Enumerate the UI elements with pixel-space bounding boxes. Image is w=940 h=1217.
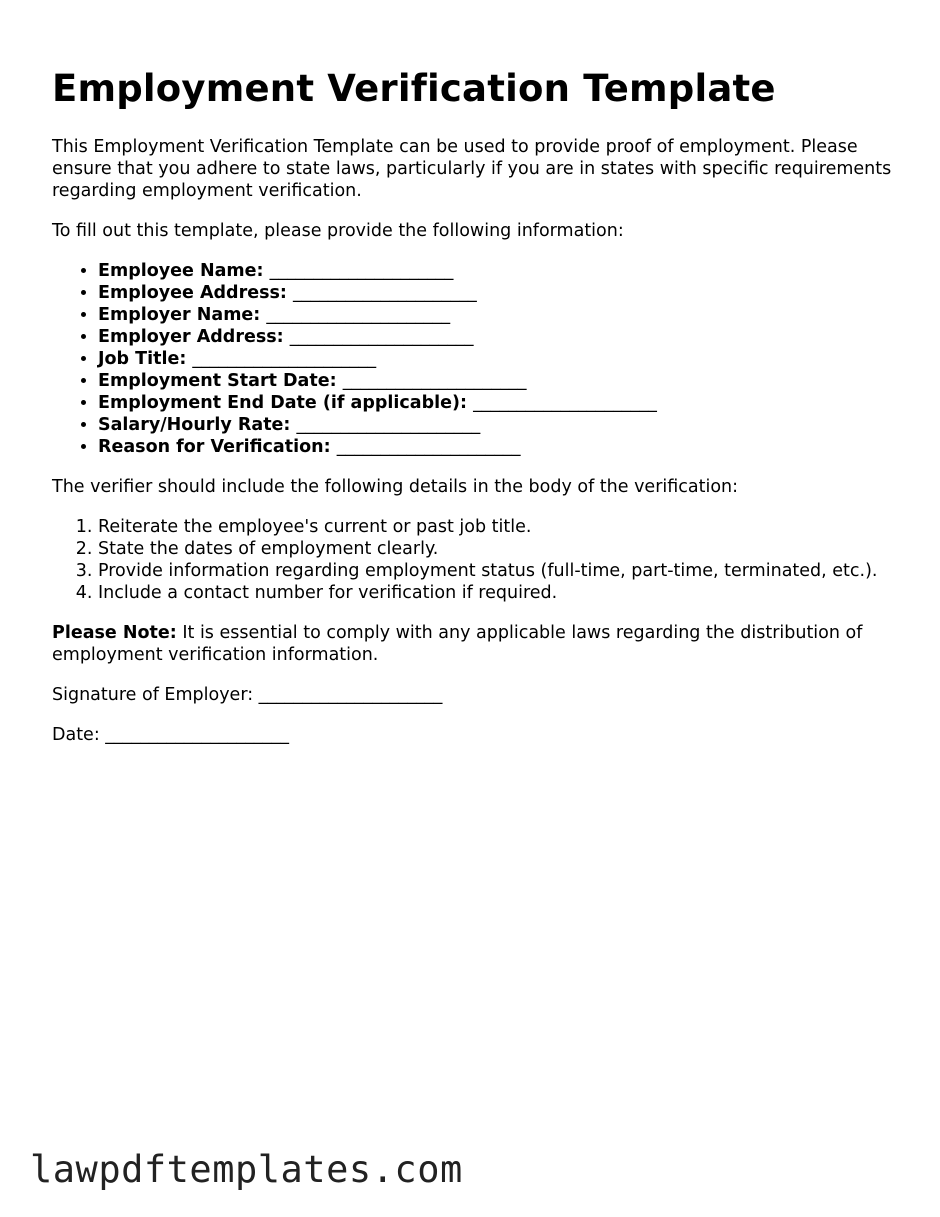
- field-blank-line: _____________________: [289, 327, 474, 347]
- field-label: Employee Name:: [98, 261, 264, 281]
- signature-blank-line: _____________________: [258, 685, 443, 705]
- note-paragraph: [52, 622, 892, 666]
- field-blank-line: _____________________: [473, 393, 657, 413]
- watermark-logo-text: lawpdftemplates.com: [30, 1148, 463, 1191]
- instructions-paragraph: To fill out this template, please provide the following information:: [52, 221, 624, 241]
- field-item: [98, 348, 892, 370]
- document: [52, 66, 892, 764]
- date-line: [52, 724, 892, 746]
- field-label: Employment Start Date:: [98, 371, 337, 391]
- verifier-steps-list: [52, 516, 892, 604]
- date-label: Date:: [52, 725, 106, 745]
- field-blank-line: _____________________: [192, 349, 377, 369]
- step-item: 3. Provide information regarding employment status (full-time, part-time, terminated, etc.).: [98, 560, 892, 582]
- field-blank-line: _____________________: [336, 437, 521, 457]
- signature-label: Signature of Employer:: [52, 685, 259, 705]
- field-item: [98, 392, 892, 414]
- field-blank-line: _____________________: [266, 305, 451, 325]
- field-label: Employment End Date (if applicable):: [98, 393, 467, 413]
- field-item: [98, 282, 892, 304]
- field-item: [98, 436, 892, 458]
- field-label: Job Title:: [98, 349, 187, 369]
- field-blank-line: _____________________: [293, 283, 477, 303]
- field-blank-line: _____________________: [269, 261, 454, 281]
- note-label: Please Note:: [52, 623, 177, 643]
- field-item: [98, 370, 892, 392]
- field-item: [98, 414, 892, 436]
- field-label: Employer Address:: [98, 327, 284, 347]
- field-blank-line: _____________________: [296, 415, 481, 435]
- date-blank-line: _____________________: [105, 725, 290, 745]
- field-blank-line: _____________________: [342, 371, 527, 391]
- field-label: Employee Address:: [98, 283, 287, 303]
- field-item: [98, 326, 892, 348]
- verifier-intro-paragraph: The verifier should include the following details in the body of the verification:: [52, 477, 739, 497]
- field-item: [98, 260, 892, 282]
- document-title: Employment Verification Template: [52, 67, 776, 110]
- field-label: Employer Name:: [98, 305, 261, 325]
- field-list: [52, 260, 892, 458]
- field-label: Salary/Hourly Rate:: [98, 415, 291, 435]
- step-item: 2. State the dates of employment clearly.: [98, 538, 892, 560]
- note-text: It is essential to comply with any applicable laws regarding the distribution of employment verification information.: [52, 623, 863, 665]
- field-label: Reason for Verification:: [98, 437, 331, 457]
- step-item: 1. Reiterate the employee's current or past job title.: [98, 516, 892, 538]
- field-item: [98, 304, 892, 326]
- intro-paragraph: This Employment Verification Template can be used to provide proof of employment. Please ensure that you adhere to state laws, particularly if you are in states with specific requirements regarding employment verification.: [52, 137, 892, 201]
- step-item: 4. Include a contact number for verification if required.: [98, 582, 892, 604]
- signature-line: [52, 684, 892, 706]
